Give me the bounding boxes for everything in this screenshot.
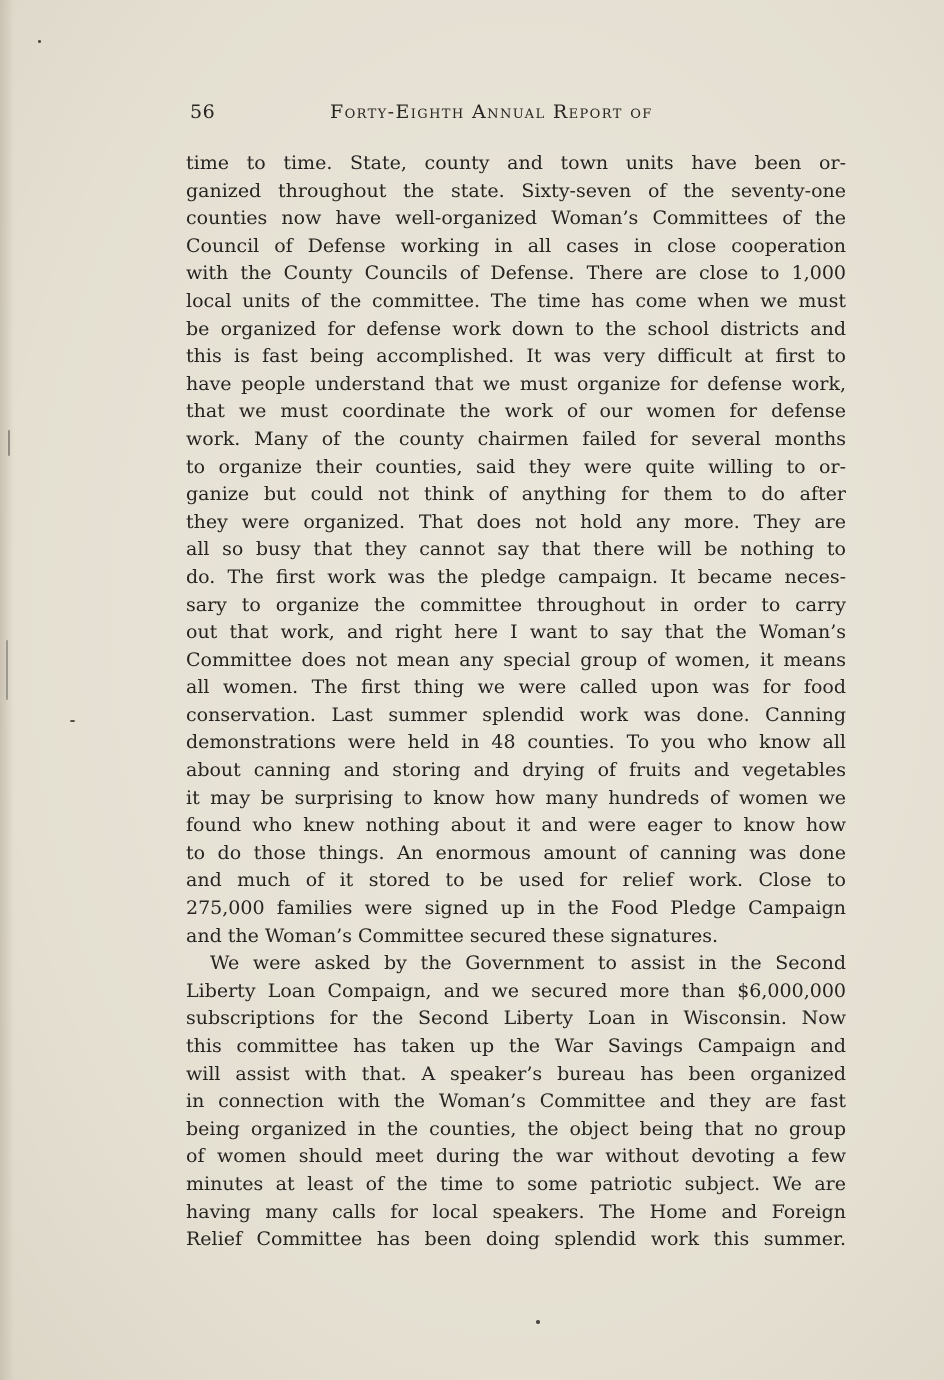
text-line: in connection with the Woman’s Committee and they are fast — [186, 1090, 846, 1113]
text-line: about canning and storing and drying of fruits and vegetables — [186, 759, 846, 782]
text-line: conservation. Last summer splendid work was done. Canning — [186, 703, 846, 726]
text-line: Liberty Loan Compaign, and we secured more than $6,000,000 — [186, 979, 846, 1002]
body-text — [186, 150, 846, 1254]
scan-speck — [536, 1320, 540, 1324]
text-line: local units of the committee. The time has come when we must — [186, 289, 846, 312]
scan-speck — [38, 40, 41, 43]
text-line: demonstrations were held in 48 counties. To you who know all — [186, 731, 846, 754]
page-header — [186, 99, 846, 125]
text-line: this committee has taken up the War Savings Campaign and — [186, 1035, 846, 1057]
text-line: with the County Councils of Defense. There are close to 1,000 — [186, 262, 846, 285]
text-line: found who knew nothing about it and were eager to know how — [186, 814, 846, 837]
text-line: Council of Defense working in all cases in close cooperation — [186, 234, 846, 257]
text-line: time to time. State, county and town units have been or- — [186, 152, 846, 174]
text-line: We were asked by the Government to assist in the Second — [210, 952, 846, 975]
text-line: do. The first work was the pledge campaign. It became neces- — [186, 565, 846, 588]
text-line: they were organized. That does not hold any more. They are — [186, 510, 846, 533]
text-line: to do those things. An enormous amount of canning was done — [186, 841, 846, 864]
text-line: and much of it stored to be used for relief work. Close to — [186, 869, 846, 892]
text-line: minutes at least of the time to some patriotic subject. We are — [186, 1172, 846, 1195]
text-line: be organized for defense work down to the school districts and — [186, 317, 846, 340]
scan-speck — [8, 430, 10, 456]
scan-speck — [6, 640, 8, 700]
text-line: ganized throughout the state. Sixty-seven of the seventy-one — [186, 179, 846, 202]
text-line: subscriptions for the Second Liberty Loan in Wisconsin. Now — [186, 1007, 846, 1030]
page-number: 56 — [190, 101, 216, 123]
text-line: it may be surprising to know how many hundreds of women we — [186, 786, 846, 809]
paragraph-2 — [186, 950, 846, 1254]
text-line: will assist with that. A speaker’s bureau has been organized — [186, 1062, 846, 1085]
text-line: Committee does not mean any special group of women, it means — [186, 648, 846, 671]
text-line: counties now have well-organized Woman’s Committees of the — [186, 207, 846, 230]
text-line: have people understand that we must organize for defense work, — [186, 372, 846, 395]
text-line: all so busy that they cannot say that there will be nothing to — [186, 538, 846, 561]
text-line: work. Many of the county chairmen failed for several months — [186, 427, 846, 450]
text-line: this is fast being accomplished. It was very difficult at first to — [186, 345, 846, 368]
text-line: Relief Committee has been doing splendid work this summer. — [186, 1228, 846, 1251]
text-line: of women should meet during the war without devoting a few — [186, 1145, 846, 1168]
text-line: 275,000 families were signed up in the Food Pledge Campaign — [186, 897, 846, 920]
text-line: ganize but could not think of anything for them to do after — [186, 483, 846, 506]
text-line: being organized in the counties, the object being that no group — [186, 1117, 846, 1140]
text-line: out that work, and right here I want to say that the Woman’s — [186, 621, 846, 644]
text-line: to organize their counties, said they were quite willing to or- — [186, 455, 846, 478]
paragraph-1 — [186, 150, 846, 950]
scan-speck — [70, 720, 75, 722]
running-head: Forty-Eighth Annual Report of — [330, 101, 653, 123]
text-line: and the Woman’s Committee secured these signatures. — [186, 924, 718, 947]
text-line: all women. The first thing we were called upon was for food — [186, 676, 846, 699]
text-line: that we must coordinate the work of our women for defense — [186, 400, 846, 423]
text-line: sary to organize the committee throughout in order to carry — [186, 593, 846, 616]
text-line: having many calls for local speakers. The Home and Foreign — [186, 1200, 846, 1223]
